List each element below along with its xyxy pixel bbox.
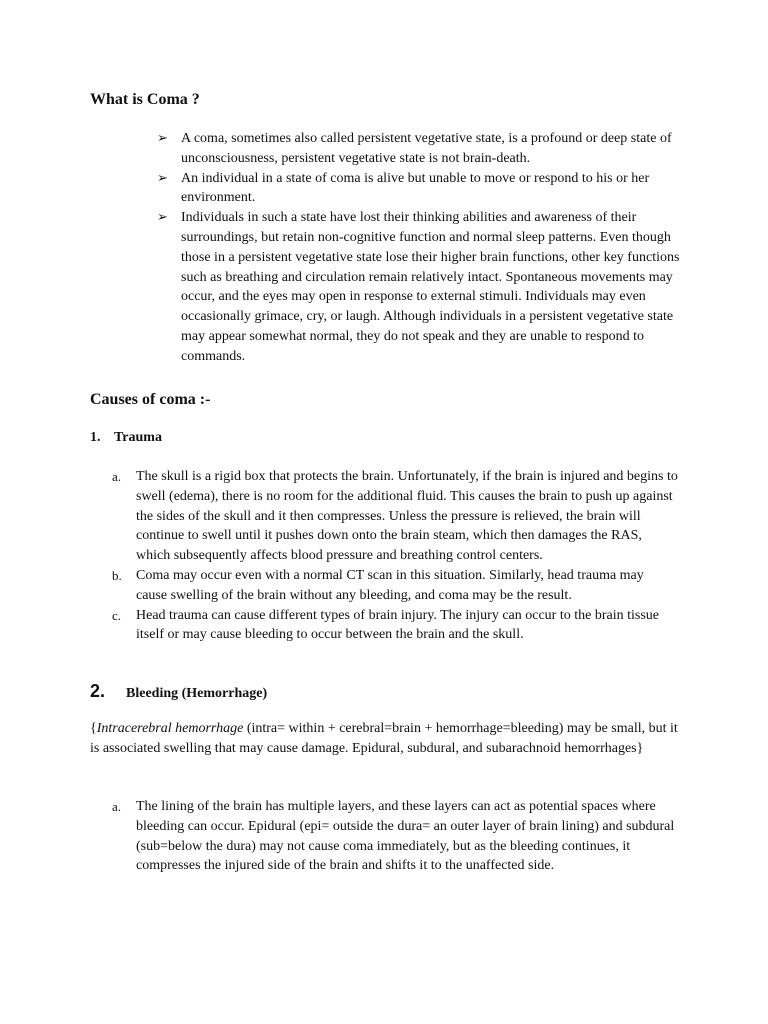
list-item: [112, 797, 678, 876]
arrow-bullet-icon: ➢: [157, 170, 168, 186]
list-letter: a.: [112, 469, 122, 484]
causes-heading: Causes of coma :-: [90, 391, 211, 408]
trauma-list: [112, 467, 678, 645]
arrow-bullet-icon: ➢: [157, 210, 168, 226]
italic-term: Intracerebral hemorrhage: [96, 721, 244, 736]
list-item: [157, 129, 685, 169]
list-item: [112, 467, 678, 566]
paragraph-text: (intra= within + cerebral=brain + hemorrhage=bleeding) may be small, but it is associated swelling that may cause damage. Epidural, subdural, and subarachnoid hemorrhages}: [90, 721, 678, 756]
section-number: 2.: [90, 681, 106, 701]
bleeding-list: [112, 797, 678, 876]
list-item-text: Coma may occur even with a normal CT scan in this situation. Similarly, head trauma may cause swelling of the brain without any bleeding, and coma may be the result.: [136, 567, 644, 603]
arrow-bullet-icon: ➢: [157, 131, 168, 146]
section-number: 1.: [90, 430, 101, 445]
list-item: [157, 208, 685, 366]
list-item: [112, 566, 678, 606]
list-letter: a.: [112, 799, 122, 814]
brace-open: {: [90, 721, 97, 736]
list-item: [157, 169, 685, 209]
list-item-text: The skull is a rigid box that protects the brain. Unfortunately, if the brain is injured and begins to swell (edema), there is no room for the additional fluid. This causes the brain to push up against the sides of the skull and it then compresses. Unless the pressure is relieved, the brain will continue to swell until it pushes down onto the brain steam, which then damages the RAS, which subsequently affects blood pressure and breathing control centers.: [136, 469, 678, 564]
list-item-text: A coma, sometimes also called persistent vegetative state, is a profound or deep state of unconsciousness, persistent vegetative state is not brain-death.: [181, 131, 672, 166]
list-letter: b.: [112, 567, 122, 583]
section-label: Trauma: [114, 430, 162, 445]
list-letter: c.: [112, 607, 122, 623]
bleeding-heading: [90, 682, 267, 704]
list-item-text: The lining of the brain has multiple layers, and these layers can act as potential spaces where bleeding can occur. Epidural (epi= outside the dura= an outer layer of brain lining) and subdural (sub=below the dura) may not cause coma immediately, but as the bleeding continues, it compresses the injured side of the brain and shifts it to the unaffected side.: [136, 799, 675, 874]
section-label: Bleeding (Hemorrhage): [126, 686, 268, 701]
page-title: What is Coma ?: [90, 91, 200, 108]
list-item: [112, 606, 678, 646]
trauma-heading: [90, 428, 162, 448]
hemorrhage-paragraph: [90, 719, 680, 759]
list-item-text: An individual in a state of coma is alive but unable to move or respond to his or her environment.: [181, 170, 650, 206]
list-item-text: Individuals in such a state have lost their thinking abilities and awareness of their surroundings, but retain non-cognitive function and normal sleep patterns. Even though those in a persistent vegetative state lose their higher brain functions, other key functions such as breathing and circulation remain relatively intact. Spontaneous movements may occur, and the eyes may open in response to external stimuli. Individuals may even occasionally grimace, cry, or laugh. Although individuals in a persistent vegetative state may appear somewhat normal, they do not speak and they are unable to respond to commands.: [181, 210, 680, 364]
list-item-text: Head trauma can cause different types of brain injury. The injury can occur to the brain tissue itself or may cause bleeding to occur between the brain and the skull.: [136, 607, 659, 643]
definition-bullet-list: [157, 129, 685, 367]
